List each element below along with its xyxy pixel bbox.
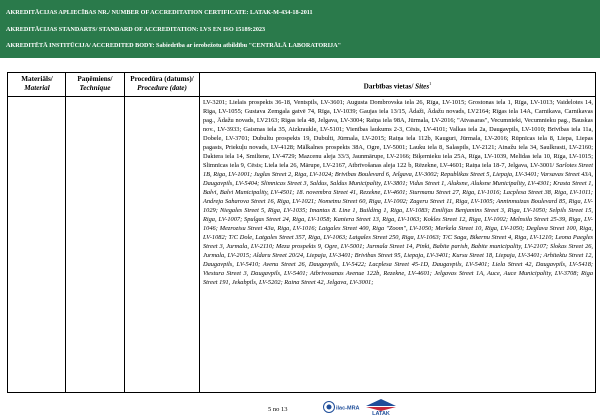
ilac-logo-text: ilac-MRA	[336, 405, 360, 412]
column-divider	[65, 73, 66, 392]
accredited-body: AKREDITĒTĀ INSTITŪCIJA/ ACCREDITED BODY: Sabiedrība ar ierobežotu atbildību "CENTRĀLĀ LABORATORIJA"	[6, 42, 342, 49]
scope-table	[7, 72, 596, 393]
page-number: 5 no 13	[268, 406, 288, 413]
column-divider	[199, 73, 200, 392]
sites-list	[203, 98, 593, 287]
accreditation-header-banner	[0, 0, 600, 58]
accreditation-standard: AKREDITĀCIJAS STANDARTS/ STANDARD OF ACCREDITATION: LVS EN ISO 15189:2023	[6, 26, 266, 33]
sites-english: Sarlotes Street 1B, Riga, LV-1001; Juglas Street 2, Riga, LV-1024; Brivibas Boulevard 6, Jelgava, LV-3002; Republikas Street 5, Liepaja, LV-3401; Varsavas Street 43A, Daugavpils, LV-5404; Slimnicas Street 3, Saldus, Saldus Municipality, LV-3801; Vidus Street 1, Aluksne, Aluksne Municipality, LV-4301; Krasta Street 1, Balvi, Balvi Municipality, LV-4501; 18. novembra Street 41, Rezekne, LV-4601; Sturmanu Street 27, Riga, LV-1016; Lacplesa Street 38, Riga, LV-1011; Andreja Saharova Street 16, Riga, LV-1021; Nometnu Street 60, Riga, LV-1002; Zageru Street 11, Riga, LV-1005; Anninmuizas Boulevard 85, Riga, LV-1029; Niegales Street 5, Riga, LV-1035; Imantas 8. Line 1, Building 1, Riga, LV-1083; Emilijas Benjamins Street 3, Riga, LV-1050; Selpils Street 15, Riga, LV-1007; Spulgas Street 24, Riga, LV-1058; Kaniera Street 13, Riga, LV-1063; Kokles Street 12, Riga, LV-1002; Melnsila Street 25-39, Riga, LV-1046; Mezrozisu Street 43a, Riga, LV-1016; Latgales Street 400, Riga "Zoom", LV-1050; Merkela Street 10, Riga, LV-1050; Deglava Street 100, Riga, LV-1082; T/C Dole, Latgales Street 357, Riga, LV-1063; Latgales Street 250, Riga, LV-1063; T/C Saga, Bikernu Street 4, Riga, LV-1210; Leona Paegles Street 3, Jurmala, LV-2110; Meza prospekts 9, Ogre, LV-5001; Jurmala Street 14, Pinki, Babite parish, Babite municipality, LV-2107; Slokas Street 26, Jurmala, LV-2015; Aldaru Street 20/24, Liepaja, LV-3401; Brivibas Street 95, Liepaja, LV-3401; Kursu Street 18, Liepaja, LV-3401; Arhitektu Street 12, Daugavpils, LV-5410; Avenu Street 26, Daugavpils, LV-5422; Lacplesa Street 45-1D, Daugavpils, LV-5401; Liela Street 42, Daugavpils, LV-5418; Viestura Street 3, Daugavpils, LV-5401; Atbrivosanas Avenue 122b, Rezekne, LV-4601; Jelgavas Street 1A, Auce, Auce Municipality, LV-3708; Riga Street 191, Jekabpils, LV-5202; Raina Street 42, Jelgava, LV-3001;	[203, 162, 593, 286]
column-divider	[124, 73, 125, 392]
header-material: Materiāls/ Material	[21, 75, 53, 92]
certificate-number: AKREDITĀCIJAS APLIECĪBAS NR./ NUMBER OF ACCREDITATION CERTIFICATE: LATAK-M-434-18-2011	[6, 9, 313, 16]
ilac-mra-logo	[323, 400, 360, 414]
sites-latvian: LV-3201; Lielais prospekts 36-18, Ventspils, LV-3601; Augusta Dombrovska iela 26, Rīga, LV-1015; Grostonas iela 1, Rīga, LV-1013; Vaidelotes 14, Rīga, LV-1055; Gustava Zemgala gatvē 74, Rīga, LV-1039; Gaujas iela 13/15, Ādaži, Ādažu novads, LV2164; Rīgas iela 14A, Carnikava, Carnikavas pag., Ādažu novads, LV2163; Rīgas iela 48, Jelgava, LV-3004; Raiņa iela 98A, Jūrmala, LV-2016; "Atvasaras", Vecumnieki, Vecumnieku pag., Bauskas nov., LV-3933; Gaismas iela 35, Aizkraukle, LV-5101; Vienības laukums 2-3, Cēsis, LV-4101; Valkas iela 2a, Daugavpils, LV-1010; Brīvības iela 11a, Dobele, LV-3701; Dubultu prospekts 19, Dubulti, Jūrmala, LV-2015; Raiņa iela 112b, Kauguri, Jūrmala, LV-2016; Rūpnīcas iela 8, Liepa, Liepas pagasts, Priekuļu novads, LV-4128; Mālkalnes prospekts 38A, Ogre, LV-5001; Lauku iela 8, Salaspils, LV-2121; Ainažu iela 34, Saulkrasti, LV-2160; Daktera iela 14, Smiltene, LV-4729; Mazcenu aleja 33/3, Jaunmārupe, LV-2166; Biķernieku iela 25A, Rīga, LV-1039, Melīdas iela 10, Rīga, LV-1015; Slimnīcas iela 9, Cēsis; Liela iela 26, Mārupe, LV-2167, Atbrīvošanas aleja 122 b, Rēzekne, LV-4601; Raiņa iela 18-7, Jelgava, LV-3001/	[203, 99, 593, 169]
header-technique: Paņēmiens/ Technique	[77, 75, 113, 92]
page-footer	[0, 396, 600, 419]
header-procedure: Procedūra (datums)/ Procedure (date)	[130, 75, 194, 92]
header-sites: Darbības vietas/ Sites$^1$	[363, 81, 432, 91]
header-divider	[8, 96, 595, 97]
latak-logo	[362, 398, 400, 416]
latak-logo-text: LATAK	[372, 411, 390, 417]
